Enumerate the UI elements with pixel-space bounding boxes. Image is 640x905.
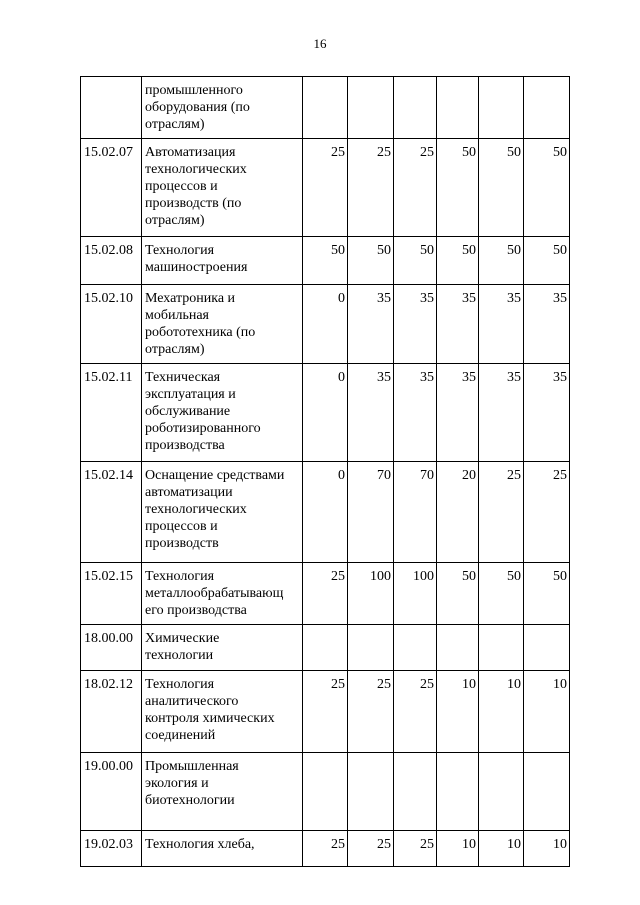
specialty-name-cell: Техническая эксплуатация и обслуживание роботизированного производства <box>142 364 303 462</box>
specialty-name-cell: Промышленная экология и биотехнологии <box>142 753 303 831</box>
value-cell-col-6: 50 <box>524 139 570 237</box>
specialty-name-cell: Химические технологии <box>142 625 303 671</box>
value-cell-col-5 <box>479 77 524 139</box>
value-cell-col-6: 50 <box>524 237 570 285</box>
value-cell-col-5: 35 <box>479 285 524 364</box>
specialty-code-cell: 15.02.14 <box>81 462 142 563</box>
value-cell-col-2 <box>348 753 394 831</box>
table-row <box>81 671 570 753</box>
specialty-name-cell: Технология машиностроения <box>142 237 303 285</box>
specialty-code-cell: 19.02.03 <box>81 831 142 867</box>
value-cell-col-2: 35 <box>348 285 394 364</box>
table-row <box>81 285 570 364</box>
value-cell-col-3: 35 <box>394 285 437 364</box>
specialty-code-cell: 15.02.11 <box>81 364 142 462</box>
specialty-name-cell: промышленного оборудования (по отраслям) <box>142 77 303 139</box>
value-cell-col-2 <box>348 77 394 139</box>
value-cell-col-3: 25 <box>394 671 437 753</box>
specialty-code-cell: 15.02.15 <box>81 563 142 625</box>
value-cell-col-1 <box>303 753 348 831</box>
value-cell-col-3: 70 <box>394 462 437 563</box>
value-cell-col-2: 25 <box>348 831 394 867</box>
table-row <box>81 753 570 831</box>
value-cell-col-4: 10 <box>437 831 479 867</box>
table-row <box>81 563 570 625</box>
specialty-code-cell <box>81 77 142 139</box>
value-cell-col-3: 35 <box>394 364 437 462</box>
page-number: 16 <box>313 36 327 51</box>
value-cell-col-3 <box>394 625 437 671</box>
value-cell-col-4 <box>437 753 479 831</box>
specialty-name-cell: Технология аналитического контроля химических соединений <box>142 671 303 753</box>
value-cell-col-4: 35 <box>437 285 479 364</box>
specialty-code-cell: 19.00.00 <box>81 753 142 831</box>
value-cell-col-6: 35 <box>524 285 570 364</box>
specialty-name-cell: Автоматизация технологических процессов и производств (по отраслям) <box>142 139 303 237</box>
value-cell-col-3: 25 <box>394 139 437 237</box>
value-cell-col-2: 70 <box>348 462 394 563</box>
specialty-name-cell: Технология хлеба, <box>142 831 303 867</box>
value-cell-col-1: 0 <box>303 462 348 563</box>
value-cell-col-6: 35 <box>524 364 570 462</box>
specialty-name-cell: Технология металлообрабатывающ его производства <box>142 563 303 625</box>
value-cell-col-6: 10 <box>524 831 570 867</box>
value-cell-col-1: 0 <box>303 285 348 364</box>
value-cell-col-6: 10 <box>524 671 570 753</box>
value-cell-col-4: 10 <box>437 671 479 753</box>
value-cell-col-2: 100 <box>348 563 394 625</box>
value-cell-col-2 <box>348 625 394 671</box>
value-cell-col-3: 25 <box>394 831 437 867</box>
table-row <box>81 77 570 139</box>
value-cell-col-1: 0 <box>303 364 348 462</box>
value-cell-col-4: 35 <box>437 364 479 462</box>
value-cell-col-4 <box>437 625 479 671</box>
value-cell-col-1: 25 <box>303 671 348 753</box>
value-cell-col-5: 35 <box>479 364 524 462</box>
value-cell-col-5: 25 <box>479 462 524 563</box>
value-cell-col-1 <box>303 77 348 139</box>
value-cell-col-2: 25 <box>348 671 394 753</box>
specialty-code-cell: 18.02.12 <box>81 671 142 753</box>
table-row <box>81 831 570 867</box>
value-cell-col-5 <box>479 753 524 831</box>
value-cell-col-3 <box>394 753 437 831</box>
value-cell-col-5 <box>479 625 524 671</box>
specialties-table <box>80 76 570 867</box>
specialty-code-cell: 15.02.08 <box>81 237 142 285</box>
value-cell-col-6: 50 <box>524 563 570 625</box>
value-cell-col-4: 50 <box>437 139 479 237</box>
table-row <box>81 462 570 563</box>
value-cell-col-5: 50 <box>479 139 524 237</box>
value-cell-col-1: 50 <box>303 237 348 285</box>
value-cell-col-5: 10 <box>479 671 524 753</box>
value-cell-col-4: 20 <box>437 462 479 563</box>
specialty-code-cell: 15.02.10 <box>81 285 142 364</box>
table-row <box>81 625 570 671</box>
value-cell-col-2: 35 <box>348 364 394 462</box>
value-cell-col-6 <box>524 753 570 831</box>
table-row <box>81 364 570 462</box>
value-cell-col-4: 50 <box>437 237 479 285</box>
value-cell-col-4: 50 <box>437 563 479 625</box>
table-row <box>81 237 570 285</box>
value-cell-col-1: 25 <box>303 563 348 625</box>
value-cell-col-3: 100 <box>394 563 437 625</box>
specialty-name-cell: Оснащение средствами автоматизации технологических процессов и производств <box>142 462 303 563</box>
table-row <box>81 139 570 237</box>
specialty-code-cell: 15.02.07 <box>81 139 142 237</box>
specialty-code-cell: 18.00.00 <box>81 625 142 671</box>
value-cell-col-2: 50 <box>348 237 394 285</box>
value-cell-col-6 <box>524 77 570 139</box>
value-cell-col-6 <box>524 625 570 671</box>
specialty-name-cell: Мехатроника и мобильная робототехника (по отраслям) <box>142 285 303 364</box>
value-cell-col-4 <box>437 77 479 139</box>
value-cell-col-1 <box>303 625 348 671</box>
value-cell-col-2: 25 <box>348 139 394 237</box>
value-cell-col-1: 25 <box>303 831 348 867</box>
value-cell-col-5: 50 <box>479 237 524 285</box>
value-cell-col-1: 25 <box>303 139 348 237</box>
value-cell-col-5: 10 <box>479 831 524 867</box>
value-cell-col-5: 50 <box>479 563 524 625</box>
value-cell-col-3: 50 <box>394 237 437 285</box>
value-cell-col-3 <box>394 77 437 139</box>
value-cell-col-6: 25 <box>524 462 570 563</box>
